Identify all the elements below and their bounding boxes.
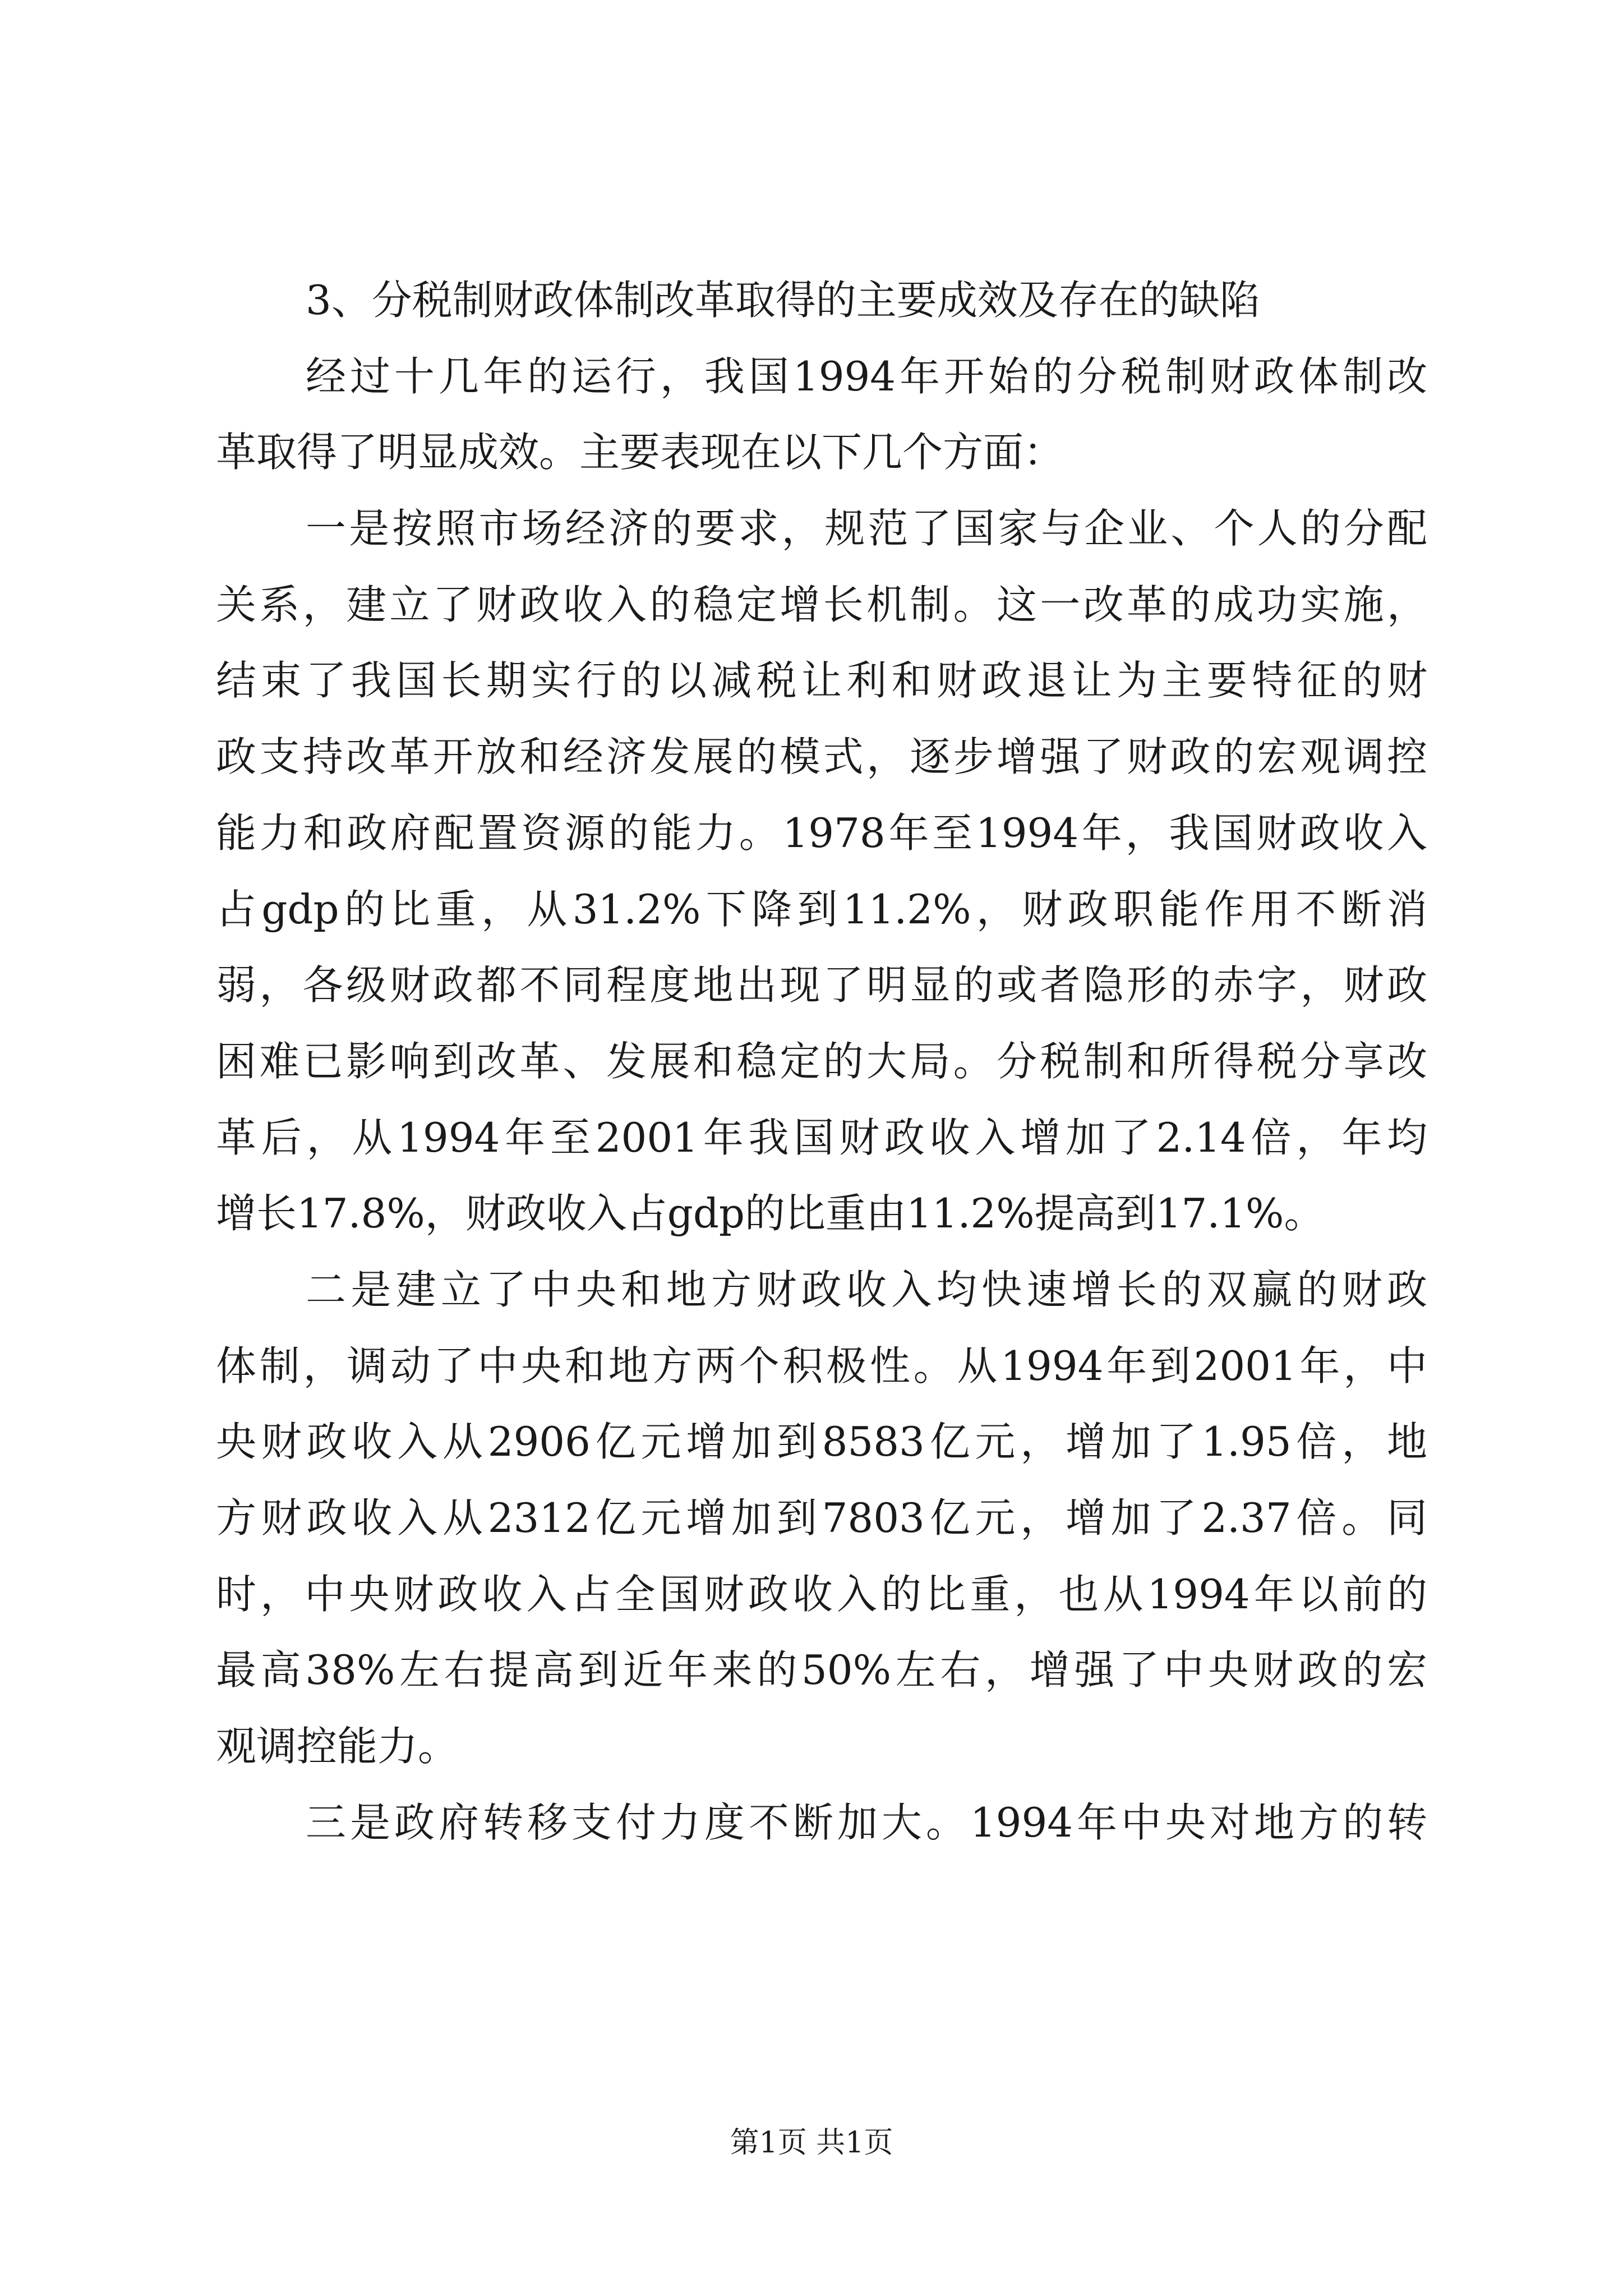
paragraph-line: 政支持改革开放和经济发展的模式，逐步增强了财政的宏观调控 bbox=[216, 733, 1427, 781]
paragraph-line: 一是按照市场经济的要求，规范了国家与企业、个人的分配 bbox=[306, 505, 1427, 553]
paragraph-line: 时，中央财政收入占全国财政收入的比重，也从1994年以前的 bbox=[216, 1570, 1427, 1618]
paragraph-line: 三是政府转移支付力度不断加大。1994年中央对地方的转 bbox=[306, 1798, 1427, 1846]
paragraph-line: 观调控能力。 bbox=[216, 1723, 459, 1770]
paragraph-line: 关系，建立了财政收入的稳定增长机制。这一改革的成功实施， bbox=[216, 581, 1427, 628]
paragraph-line: 能力和政府配置资源的能力。1978年至1994年，我国财政收入 bbox=[216, 809, 1427, 857]
document-body bbox=[216, 263, 1427, 1861]
paragraph-line: 体制，调动了中央和地方两个积极性。从1994年到2001年，中 bbox=[216, 1342, 1427, 1389]
paragraph-line: 央财政收入从2906亿元增加到8583亿元，增加了1.95倍，地 bbox=[216, 1418, 1427, 1466]
paragraph-line: 结束了我国长期实行的以减税让利和财政退让为主要特征的财 bbox=[216, 657, 1427, 705]
paragraph-2 bbox=[216, 491, 1427, 1252]
page-footer: 第1页 共1页 bbox=[730, 2126, 893, 2160]
paragraph-line: 二是建立了中央和地方财政收入均快速增长的双赢的财政 bbox=[306, 1266, 1427, 1313]
paragraph-line: 弱，各级财政都不同程度地出现了明显的或者隐形的赤字，财政 bbox=[216, 961, 1427, 1009]
paragraph-line: 占gdp的比重，从31.2%下降到11.2%，财政职能作用不断消 bbox=[216, 885, 1427, 933]
section-heading: 3、分税制财政体制改革取得的主要成效及存在的缺陷 bbox=[306, 277, 1260, 324]
paragraph-line: 革取得了明显成效。主要表现在以下几个方面： bbox=[216, 429, 1064, 476]
paragraph-3 bbox=[216, 1252, 1427, 1785]
paragraph-line: 最高38%左右提高到近年来的50%左右，增强了中央财政的宏 bbox=[216, 1646, 1427, 1694]
paragraph-line: 经过十几年的运行，我国1994年开始的分税制财政体制改 bbox=[306, 352, 1427, 400]
paragraph-line: 增长17.8%，财政收入占gdp的比重由11.2%提高到17.1%。 bbox=[216, 1190, 1325, 1237]
paragraph-4 bbox=[216, 1785, 1427, 1861]
paragraph-line: 革后，从1994年至2001年我国财政收入增加了2.14倍，年均 bbox=[216, 1114, 1427, 1161]
paragraph-1 bbox=[216, 339, 1427, 491]
paragraph-line: 方财政收入从2312亿元增加到7803亿元，增加了2.37倍。同 bbox=[216, 1494, 1427, 1542]
paragraph-line: 困难已影响到改革、发展和稳定的大局。分税制和所得税分享改 bbox=[216, 1037, 1427, 1085]
